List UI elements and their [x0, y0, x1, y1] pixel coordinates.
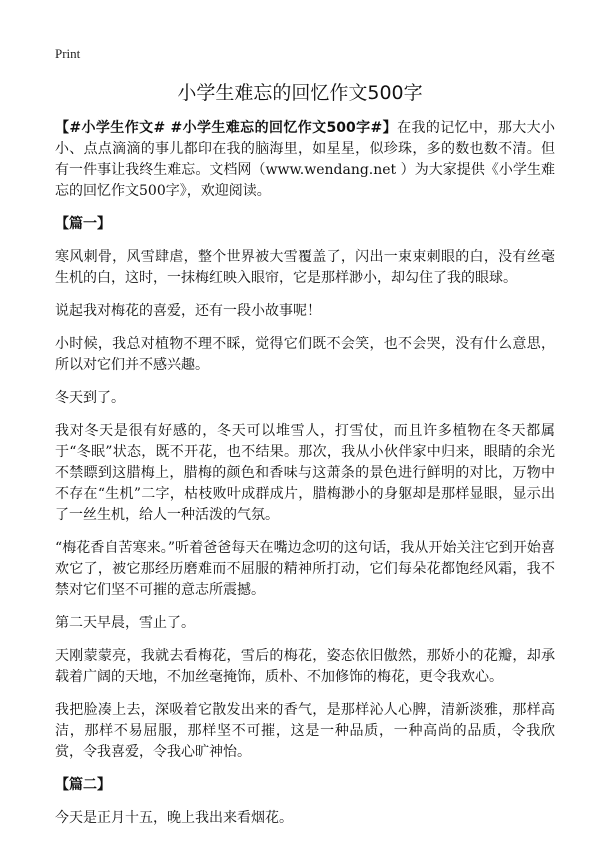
section-heading-1: 【篇一】 [55, 216, 111, 232]
paragraph: 今天是正月十五，晚上我出来看烟花。 [55, 810, 293, 826]
article-body [55, 118, 555, 841]
paragraph: 寒风刺骨，风雪肆虐，整个世界被大雪覆盖了，闪出一束束刺眼的白，没有丝毫生机的白，这时，一抹梅红映入眼帘，它是那样渺小，却勾住了我的眼球。 [55, 249, 555, 286]
intro-text: 在我的记忆中，那大大小小、点点滴滴的事儿都印在我的脑海里，如星星，似珍珠，多的数也数不清。但有一件事让我终生难忘。文档网（www.wendang.net ）为大家提供《小学生难忘的回忆作文500字》，欢迎阅读。 [55, 120, 555, 199]
paragraph: 我对冬天是很有好感的，冬天可以堆雪人，打雪仗，而且许多植物在冬天都属于“冬眠”状态，既不开花，也不结果。那次，我从小伙伴家中归来，眼睛的余光不禁瞟到这腊梅上，腊梅的颜色和香味与这萧条的景色进行鲜明的对比，万物中不存在“生机”二字，枯枝败叶成群成片，腊梅渺小的身躯却是那样显眼，显示出了一丝生机，给人一种活泼的气氛。 [55, 423, 555, 523]
paragraph: 小时候，我总对植物不理不睬，觉得它们既不会笑，也不会哭，没有什么意思，所以对它们并不感兴趣。 [55, 336, 555, 373]
paragraph: 说起我对梅花的喜爱，还有一段小故事呢！ [55, 303, 321, 319]
paragraph: 第二天早晨，雪止了。 [55, 615, 195, 631]
paragraph: 冬天到了。 [55, 390, 125, 406]
page-title: 小学生难忘的回忆作文500字 [177, 82, 423, 104]
print-label[interactable]: Print [55, 46, 81, 61]
intro-paragraph [55, 118, 555, 202]
paragraph: 我把脸凑上去，深吸着它散发出来的香气，是那样沁人心脾，清新淡雅，那样高洁，那样不易屈服，那样坚不可摧，这是一种品质，一种高尚的品质，令我欣赏，令我喜爱，令我心旷神怡。 [55, 702, 555, 760]
paragraph: 天刚蒙蒙亮，我就去看梅花，雪后的梅花，姿态依旧傲然，那娇小的花瓣，却承载着广阔的天地，不加丝毫掩饰，质朴、不加修饰的梅花，更令我欢心。 [55, 648, 555, 685]
paragraph: “梅花香自苦寒来。”听着爸爸每天在嘴边念叨的这句话，我从开始关注它到开始喜欢它了，被它那经历磨难而不屈服的精神所打动，它们每朵花都饱经风霜，我不禁对它们坚不可摧的意志所震撼。 [55, 540, 555, 598]
section-heading-2: 【篇二】 [55, 777, 111, 793]
intro-tag: 【#小学生作文# #小学生难忘的回忆作文500字#】 [55, 120, 398, 136]
